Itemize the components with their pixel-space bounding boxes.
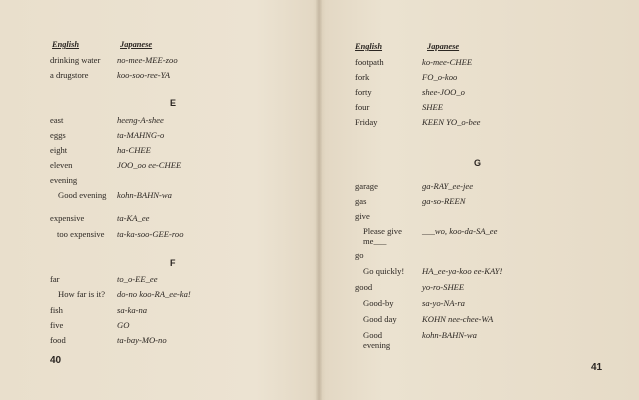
english-term: east [50, 115, 64, 125]
english-term: a drugstore [50, 70, 89, 80]
japanese-term: sa-ka-na [117, 305, 148, 315]
japanese-term: KOHN nee-chee-WA [422, 314, 494, 324]
english-term: Good day [363, 314, 397, 324]
japanese-term: ta-MAHNG-o [117, 130, 165, 140]
japanese-term: yo-ro-SHEE [422, 282, 465, 292]
japanese-term: ta-ka-soo-GEE-roo [117, 229, 184, 239]
english-term: Good evening [58, 190, 107, 200]
japanese-term: ta-bay-MO-no [117, 335, 167, 345]
english-term: good [355, 282, 373, 292]
english-term: Good evening [363, 330, 391, 350]
english-term: go [355, 250, 364, 260]
english-term: Friday [355, 117, 378, 127]
english-term: gas [355, 196, 367, 206]
japanese-term: no-mee-MEE-zoo [117, 55, 178, 65]
japanese-term: JOO_oo ee-CHEE [117, 160, 182, 170]
page-number-right: 41 [591, 362, 603, 373]
japanese-term: ga-so-REEN [422, 196, 466, 206]
section-letter-e: E [170, 98, 177, 108]
english-term: evening [50, 175, 78, 185]
section-letter-f: F [170, 258, 176, 268]
english-term: food [50, 335, 66, 345]
japanese-term: to_o-EE_ee [117, 274, 158, 284]
japanese-term: sa-yo-NA-ra [422, 298, 465, 308]
english-term: far [50, 274, 60, 284]
japanese-term: kohn-BAHN-wa [422, 330, 477, 340]
english-term: eleven [50, 160, 73, 170]
japanese-term: SHEE [422, 102, 444, 112]
japanese-term: ___wo, koo-da-SA_ee [422, 226, 498, 236]
japanese-term: FO_o-koo [422, 72, 458, 82]
english-term: Please give me___ [363, 226, 402, 246]
english-term: fish [50, 305, 63, 315]
header-english: English [355, 42, 383, 51]
english-term: too expensive [57, 229, 105, 239]
english-term: Good-by [363, 298, 394, 308]
english-term: How far is it? [58, 289, 106, 299]
japanese-term: ta-KA_ee [117, 213, 150, 223]
english-term: Go quickly! [363, 266, 405, 276]
english-term: fork [355, 72, 370, 82]
english-term: four [355, 102, 370, 112]
japanese-term: do-no koo-RA_ee-ka! [117, 289, 191, 299]
english-term: forty [355, 87, 372, 97]
page-number-left: 40 [50, 355, 62, 366]
english-term: give [355, 211, 370, 221]
header-japanese: Japanese [427, 42, 460, 51]
right-page [321, 0, 639, 400]
japanese-term: ko-mee-CHEE [422, 57, 473, 67]
japanese-term: ha-CHEE [117, 145, 151, 155]
japanese-term: kohn-BAHN-wa [117, 190, 172, 200]
japanese-term: GO [117, 320, 130, 330]
english-term: garage [355, 181, 378, 191]
japanese-term: HA_ee-ya-koo ee-KAY! [422, 266, 503, 276]
japanese-term: shee-JOO_o [422, 87, 465, 97]
english-term: five [50, 320, 64, 330]
japanese-term: KEEN YO_o-bee [422, 117, 481, 127]
english-term: footpath [355, 57, 384, 67]
english-term: eggs [50, 130, 66, 140]
english-term: expensive [50, 213, 85, 223]
section-letter-g: G [474, 158, 482, 168]
english-term: eight [50, 145, 68, 155]
japanese-term: koo-soo-ree-YA [117, 70, 171, 80]
left-page [0, 0, 318, 400]
english-term: drinking water [50, 55, 101, 65]
header-japanese: Japanese [120, 40, 153, 49]
header-english: English [52, 40, 80, 49]
japanese-term: heeng-A-shee [117, 115, 164, 125]
japanese-term: ga-RAY_ee-jee [422, 181, 474, 191]
